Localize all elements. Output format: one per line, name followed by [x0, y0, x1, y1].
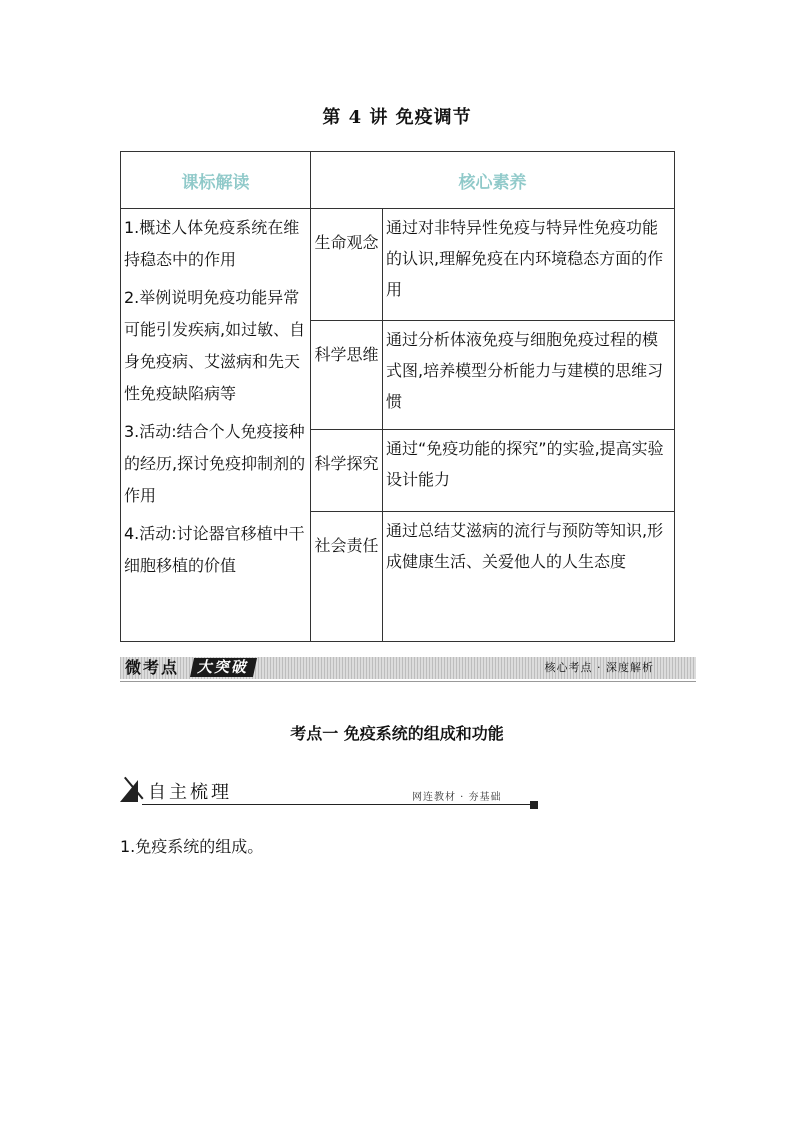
self-study-header	[120, 776, 540, 812]
header-curriculum: 课标解读	[121, 152, 311, 209]
square-icon	[530, 801, 538, 809]
literacy-description: 通过“免疫功能的探究”的实验,提高实验设计能力	[383, 430, 675, 512]
literacy-category: 科学探究	[311, 430, 383, 512]
literacy-description: 通过对非特异性免疫与特异性免疫功能的认识,理解免疫在内环境稳态方面的作用	[383, 209, 675, 321]
content-item: 1.免疫系统的组成。	[120, 837, 264, 856]
banner-label: 微考点	[125, 658, 180, 677]
self-study-underline	[142, 804, 534, 805]
literacy-description: 通过总结艾滋病的流行与预防等知识,形成健康生活、关爱他人的人生态度	[383, 512, 675, 642]
curriculum-item: 4.活动:讨论器官移植中干细胞移植的价值	[124, 524, 305, 575]
table-header-row	[121, 152, 675, 209]
curriculum-item: 1.概述人体免疫系统在维持稳态中的作用	[124, 218, 300, 269]
literacy-category: 生命观念	[311, 209, 383, 321]
curriculum-item: 2.举例说明免疫功能异常可能引发疾病,如过敏、自身免疫病、艾滋病和先天性免疫缺陷病等	[124, 288, 306, 403]
curriculum-cell	[121, 209, 311, 642]
self-study-subtitle: 网连教材 · 夯基础	[412, 792, 502, 803]
section-banner	[120, 657, 696, 683]
section-title: 考点一 免疫系统的组成和功能	[290, 724, 504, 743]
banner-underline	[120, 681, 696, 682]
self-study-label: 自主梳理	[148, 782, 232, 803]
banner-subtitle: 核心考点 · 深度解析	[544, 661, 654, 674]
table-row	[121, 209, 675, 321]
standards-table	[120, 151, 675, 642]
literacy-category: 科学思维	[311, 321, 383, 430]
curriculum-item: 3.活动:结合个人免疫接种的经历,探讨免疫抑制剂的作用	[124, 422, 306, 505]
banner-highlight: 大突破	[190, 658, 257, 677]
literacy-category: 社会责任	[311, 512, 383, 642]
literacy-description: 通过分析体液免疫与细胞免疫过程的模式图,培养模型分析能力与建模的思维习惯	[383, 321, 675, 430]
page-title: 第 4 讲 免疫调节	[322, 107, 472, 128]
header-literacy: 核心素养	[311, 152, 675, 209]
